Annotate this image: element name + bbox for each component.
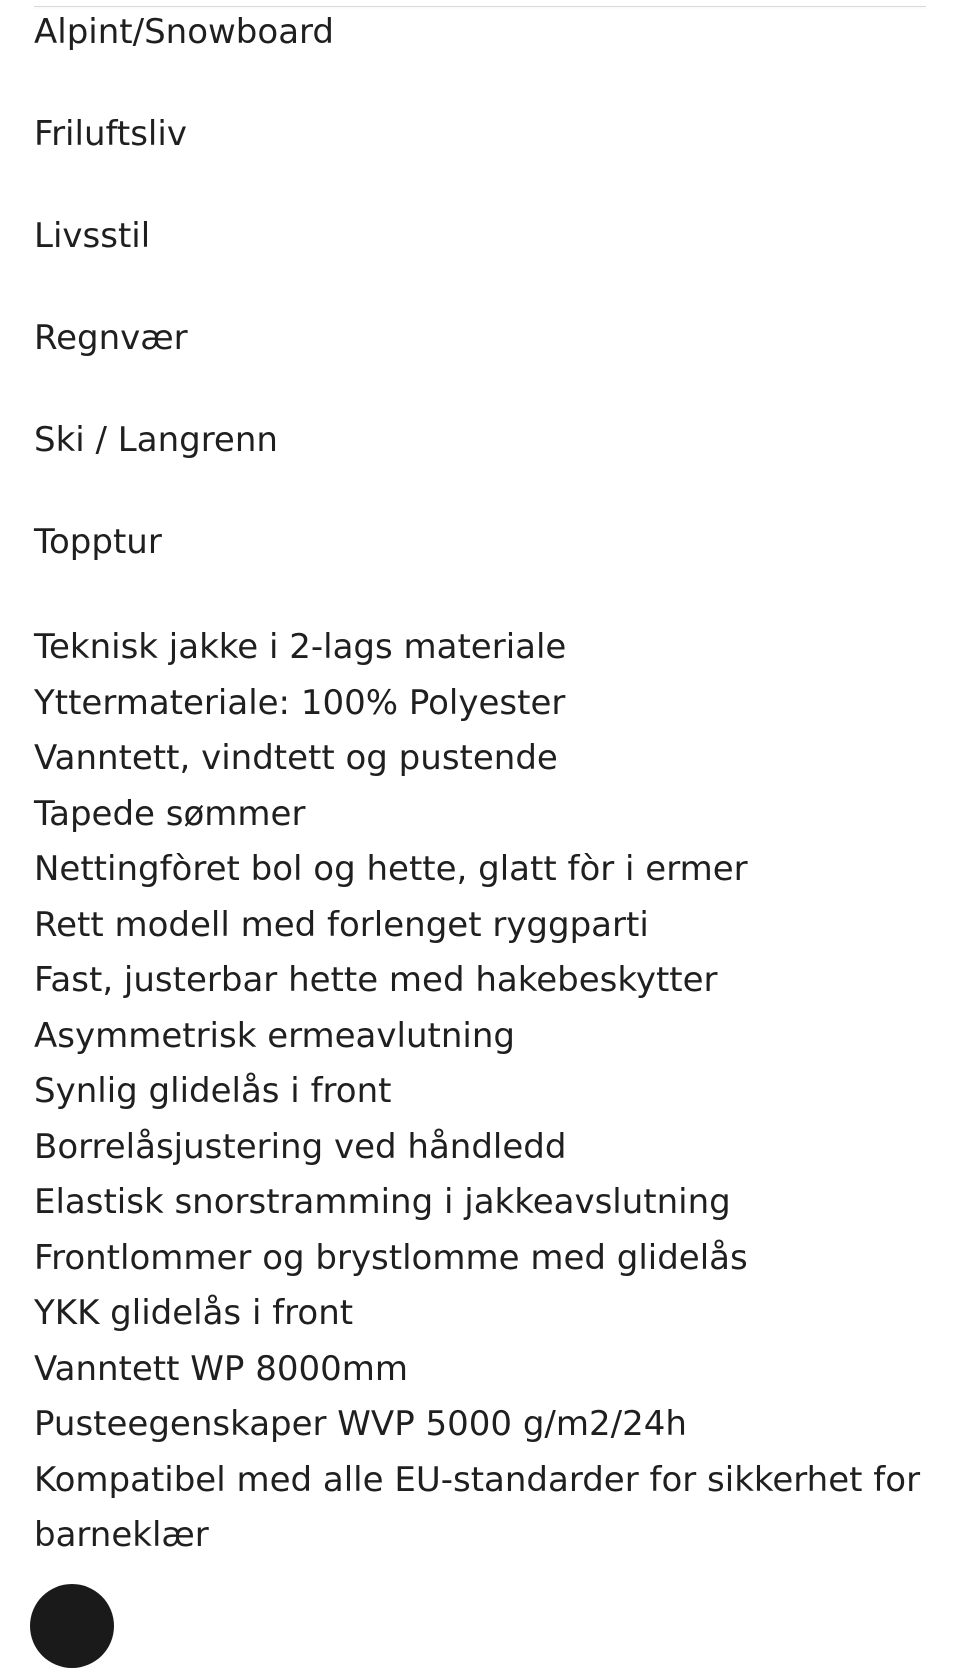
category-item: Friluftsliv xyxy=(34,114,187,154)
feature-item: Borrelåsjustering ved håndledd xyxy=(34,1126,567,1167)
category-list xyxy=(34,8,934,567)
feature-item: Elastisk snorstramming i jakkeavslutning xyxy=(34,1182,731,1222)
feature-item: Vanntett WP 8000mm xyxy=(34,1348,408,1389)
feature-list xyxy=(34,620,934,1564)
feature-item: YKK glidelås i front xyxy=(34,1293,354,1333)
feature-item: Synlig glidelås i front xyxy=(34,1071,392,1111)
category-item: Alpint/Snowboard xyxy=(34,12,334,52)
feature-item: Yttermateriale: 100% Polyester xyxy=(34,682,566,723)
category-item: Regnvær xyxy=(34,318,188,358)
feature-item: Tapede sømmer xyxy=(34,793,306,834)
feature-item: Nettingfòret bol og hette, glatt fòr i ermer xyxy=(34,849,748,889)
feature-item: Asymmetrisk ermeavlutning xyxy=(34,1015,515,1056)
feature-item: Vanntett, vindtett og pustende xyxy=(34,738,558,778)
feature-item: Fast, justerbar hette med hakebeskytter xyxy=(34,960,718,1000)
category-item: Topptur xyxy=(34,522,162,562)
top-divider xyxy=(34,6,926,7)
category-item: Ski / Langrenn xyxy=(34,420,278,460)
category-item: Livsstil xyxy=(34,216,151,256)
product-description xyxy=(34,8,934,1564)
feature-item: Rett modell med forlenget ryggparti xyxy=(34,904,649,945)
feature-item: Kompatibel med alle EU-standarder for sikkerhet for barneklær xyxy=(34,1459,921,1555)
feature-item: Pusteegenskaper WVP 5000 g/m2/24h xyxy=(34,1404,687,1444)
feature-item: Frontlommer og brystlomme med glidelås xyxy=(34,1237,748,1278)
feature-item: Teknisk jakke i 2-lags materiale xyxy=(34,627,567,667)
